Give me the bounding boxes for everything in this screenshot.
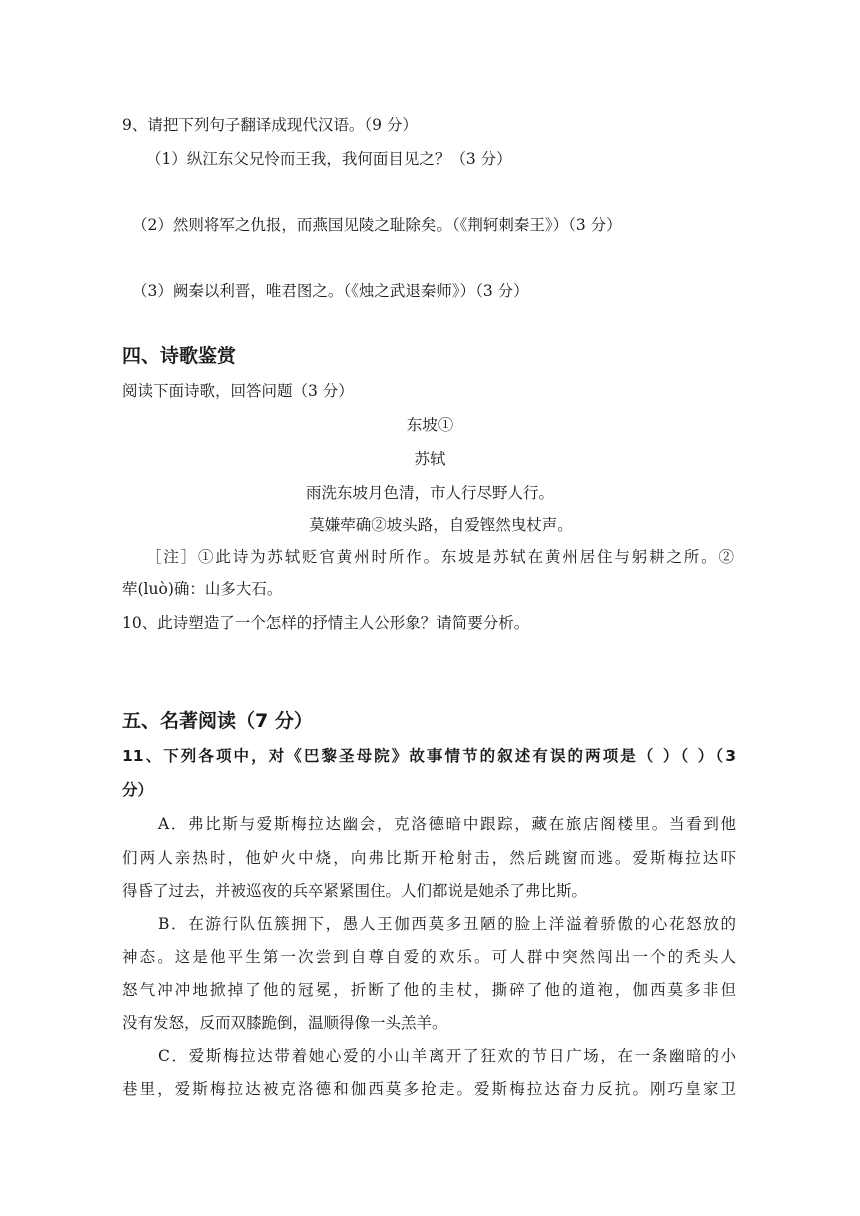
option-a-line-3: 得昏了过去，并被巡夜的兵卒紧紧围住。人们都说是她杀了弗比斯。 — [122, 882, 588, 900]
q10-prompt: 10、此诗塑造了一个怎样的抒情主人公形象？请简要分析。 — [122, 614, 530, 632]
poem-author: 苏轼 — [414, 450, 446, 468]
option-b-line-2: 神态。这是他平生第一次尝到自尊自爱的欢乐。可人群中突然闯出一个的秃头人 — [122, 948, 736, 966]
q9-item-2: （2）然则将军之仇报，而燕国见陵之耻除矣。（《荆轲刺秦王》）（3 分） — [132, 216, 622, 234]
q9-prompt: 9、请把下列句子翻译成现代汉语。（9 分） — [122, 116, 418, 134]
poem-note-line-1: ［注］①此诗为苏轼贬官黄州时所作。东坡是苏轼在黄州居住与躬耕之所。② — [146, 548, 734, 566]
section-heading-poetry: 四、诗歌鉴赏 — [122, 345, 237, 367]
option-b-line-1: B．在游行队伍簇拥下，愚人王伽西莫多丑陋的脸上洋溢着骄傲的心花怒放的 — [158, 915, 736, 933]
option-b-line-3: 怒气冲冲地掀掉了他的冠冕，折断了他的圭杖，撕碎了他的道袍，伽西莫多非但 — [122, 981, 736, 999]
option-a-line-1: A．弗比斯与爱斯梅拉达幽会，克洛德暗中跟踪，藏在旅店阁楼里。当看到他 — [158, 815, 736, 833]
section-heading-classics: 五、名著阅读（7 分） — [122, 710, 313, 732]
poem-note-line-2: 荦(luò)确：山多大石。 — [122, 580, 283, 598]
q9-item-3: （3）阙秦以利晋，唯君图之。（《烛之武退秦师》）（3 分） — [132, 282, 529, 300]
q11-prompt-line-1: 11、下列各项中，对《巴黎圣母院》故事情节的叙述有误的两项是（ ）（ ）（3 — [122, 747, 736, 765]
poem-title: 东坡① — [406, 416, 454, 434]
q9-item-1: （1）纵江东父兄怜而王我，我何面目见之？（3 分） — [146, 150, 512, 168]
poetry-intro: 阅读下面诗歌，回答问题（3 分） — [122, 382, 354, 400]
option-b-line-4: 没有发怒，反而双膝跪倒，温顺得像一头羔羊。 — [122, 1014, 448, 1032]
option-a-line-2: 们两人亲热时，他妒火中烧，向弗比斯开枪射击，然后跳窗而逃。爱斯梅拉达吓 — [122, 849, 736, 867]
q11-prompt-line-2: 分） — [122, 781, 154, 799]
option-c-line-1: C．爱斯梅拉达带着她心爱的小山羊离开了狂欢的节日广场，在一条幽暗的小 — [158, 1047, 736, 1065]
poem-line-1: 雨洗东坡月色清，市人行尽野人行。 — [305, 484, 554, 502]
poem-line-2: 莫嫌荦确②坡头路，自爱铿然曳杖声。 — [309, 516, 573, 534]
option-c-line-2: 巷里，爱斯梅拉达被克洛德和伽西莫多抢走。爱斯梅拉达奋力反抗。刚巧皇家卫 — [122, 1080, 736, 1098]
